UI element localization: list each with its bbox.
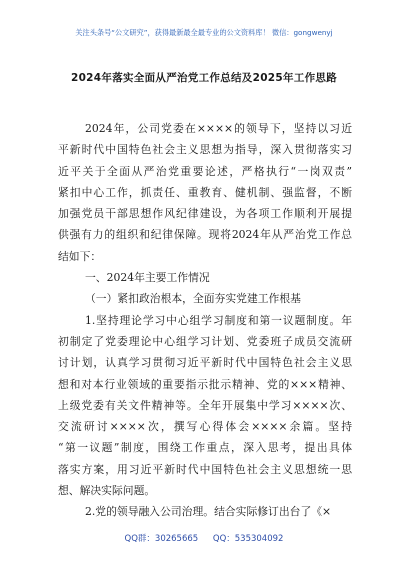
section-heading: 一、2024年主要工作情况 <box>85 271 210 285</box>
item1-line: 落实方案，用习近平新时代中国特色社会主义思想统一思 <box>58 462 352 476</box>
document-title: 2024年落实全面从严治党工作总结及2025年工作思路 <box>70 72 338 84</box>
item1-line: 初制定了党委理论中心组学习计划、党委班子成员交流研 <box>58 334 352 348</box>
item2-line: 2.党的领导融入公司治理。结合实际修订出台了《× <box>85 505 332 519</box>
promo-banner: 关注头条号“公文研究”，获得最新最全最专业的公文资料库！ 微信：gongwenyj <box>75 28 333 37</box>
item1-line: 想和对本行业领域的重要指示批示精神、党的×××精神、 <box>58 377 352 391</box>
item1-line: 1.坚持理论学习中心组学习制度和第一议题制度。年 <box>85 313 352 327</box>
qq-group-text: QQ群：30265665 <box>124 534 199 544</box>
intro-line: 近平关于全面从严治党重要论述，严格执行“一岗双责” <box>58 164 352 178</box>
intro-line: 2024年，公司党委在××××的领导下，坚持以习近 <box>85 122 352 135</box>
qq-contact-text: QQ：535304092 <box>212 534 284 544</box>
item1-line: 上级党委有关文件精神等。全年开展集中学习××××次、 <box>58 398 352 412</box>
item1-line: 交流研讨××××次，撰写心得体会××××余篇。坚持 <box>58 420 352 434</box>
intro-line: 平新时代中国特色社会主义思想为指导，深入贯彻落实习 <box>58 143 352 157</box>
item1-line: 讨计划，认真学习贯彻习近平新时代中国特色社会主义思 <box>58 356 352 370</box>
intro-line: 结如下： <box>58 249 102 263</box>
item1-line: 想、解决实际问题。 <box>58 484 156 498</box>
subsection-heading: （一）紧扣政治根本，全面夯实党建工作根基 <box>85 292 301 306</box>
intro-line: 加强党员干部思想作风纪律建设，为各项工作顺利开展提 <box>58 207 352 221</box>
intro-line: 供强有力的组织和纪律保障。现将2024年从严治党工作总 <box>58 228 352 242</box>
item1-line: “第一议题”制度，围绕工作重点，深入思考，提出具体 <box>58 441 352 455</box>
document-body <box>58 118 352 523</box>
contact-footer <box>0 532 408 544</box>
intro-line: 紧扣中心工作，抓责任、重教育、健机制、强监督，不断 <box>58 185 352 199</box>
